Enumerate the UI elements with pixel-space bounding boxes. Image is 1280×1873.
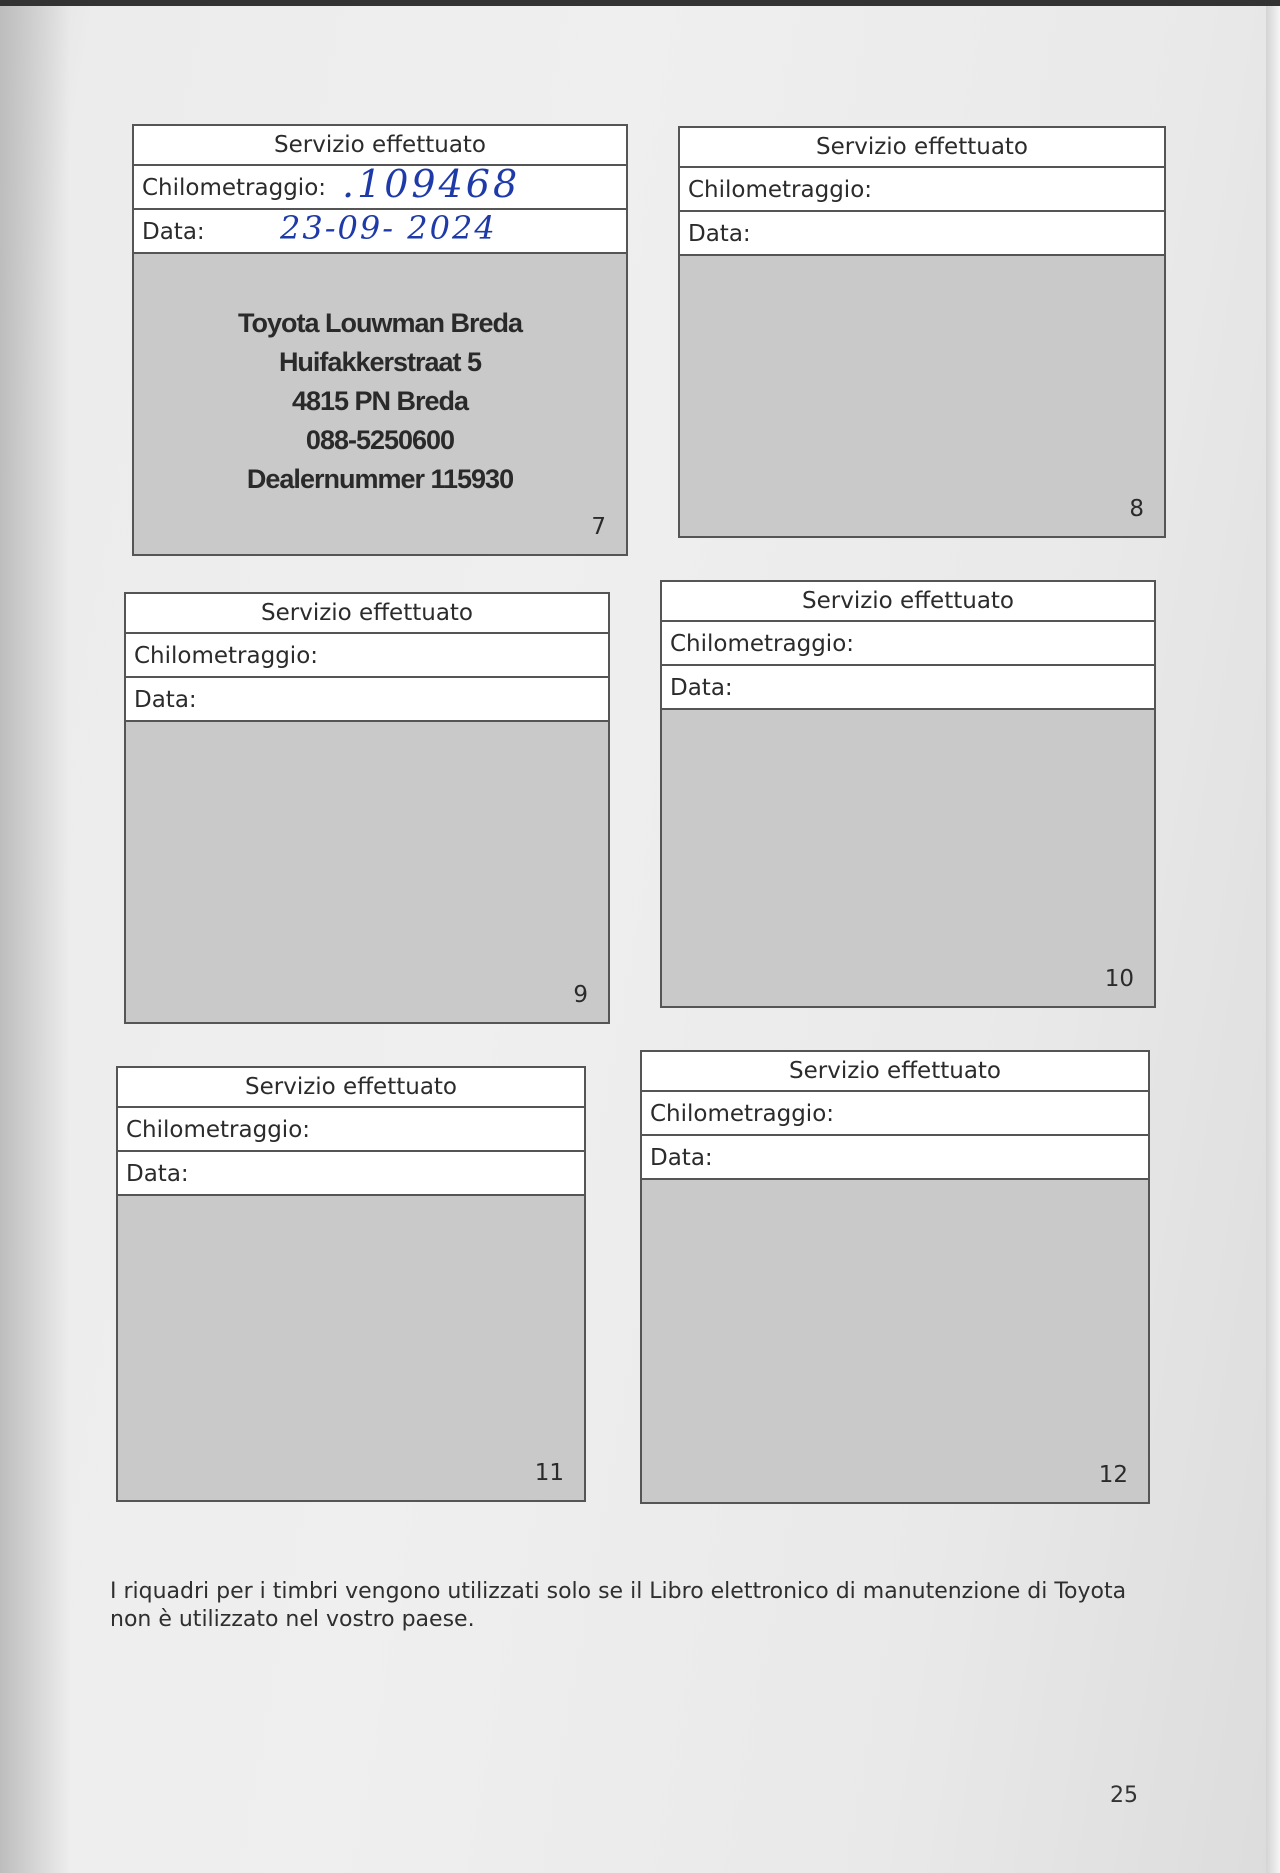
dealer-phone: 088-5250600 bbox=[305, 425, 455, 455]
service-box-8 bbox=[678, 126, 1166, 538]
footnote-line-2: non è utilizzato nel vostro paese. bbox=[110, 1607, 475, 1632]
dealer-city: 4815 PN Breda bbox=[291, 386, 469, 416]
footnote bbox=[110, 1578, 1130, 1634]
dealer-name: Toyota Louwman Breda bbox=[237, 308, 523, 338]
stamp-area bbox=[126, 722, 608, 1022]
date-row bbox=[126, 678, 608, 722]
service-box-7 bbox=[132, 124, 628, 556]
handwritten-mileage: .109468 bbox=[342, 162, 521, 206]
mileage-row bbox=[126, 634, 608, 678]
mileage-label: Chilometraggio: bbox=[142, 175, 327, 201]
page-edge bbox=[1266, 0, 1280, 1873]
mileage-row bbox=[118, 1108, 584, 1152]
page-top-edge bbox=[0, 0, 1280, 6]
date-label: Data: bbox=[142, 219, 205, 245]
mileage-label: Chilometraggio: bbox=[126, 1117, 311, 1143]
date-row bbox=[680, 212, 1164, 256]
service-box-title: Servizio effettuato bbox=[134, 126, 626, 166]
box-number: 11 bbox=[534, 1460, 564, 1486]
box-number: 7 bbox=[591, 514, 606, 540]
handwritten-date: 23-09- 2024 bbox=[280, 209, 497, 247]
dealer-number: Dealernummer 115930 bbox=[246, 464, 514, 494]
service-box-title: Servizio effettuato bbox=[642, 1052, 1148, 1092]
stamp-area bbox=[662, 710, 1154, 1006]
date-row bbox=[642, 1136, 1148, 1180]
mileage-row bbox=[680, 168, 1164, 212]
date-label: Data: bbox=[650, 1145, 713, 1171]
service-box-9 bbox=[124, 592, 610, 1024]
date-row bbox=[118, 1152, 584, 1196]
date-label: Data: bbox=[670, 675, 733, 701]
box-number: 9 bbox=[573, 982, 588, 1008]
mileage-label: Chilometraggio: bbox=[670, 631, 855, 657]
service-box-10 bbox=[660, 580, 1156, 1008]
mileage-row bbox=[662, 622, 1154, 666]
service-box-title: Servizio effettuato bbox=[126, 594, 608, 634]
mileage-label: Chilometraggio: bbox=[134, 643, 319, 669]
service-box-12 bbox=[640, 1050, 1150, 1504]
dealer-street: Huifakkerstraat 5 bbox=[278, 347, 482, 377]
date-row bbox=[134, 210, 626, 254]
box-number: 10 bbox=[1104, 966, 1134, 992]
mileage-label: Chilometraggio: bbox=[688, 177, 873, 203]
stamp-area bbox=[134, 254, 626, 554]
page-shadow bbox=[0, 0, 70, 1873]
mileage-row bbox=[642, 1092, 1148, 1136]
stamp-area bbox=[118, 1196, 584, 1500]
date-row bbox=[662, 666, 1154, 710]
service-box-title: Servizio effettuato bbox=[118, 1068, 584, 1108]
mileage-row bbox=[134, 162, 626, 210]
footnote-line-1: I riquadri per i timbri vengono utilizzati solo se il Libro elettronico di manutenzione di Toyota bbox=[110, 1579, 1127, 1604]
service-box-title: Servizio effettuato bbox=[662, 582, 1154, 622]
date-label: Data: bbox=[134, 687, 197, 713]
stamp-area bbox=[642, 1180, 1148, 1502]
stamp-area bbox=[680, 256, 1164, 536]
box-number: 12 bbox=[1098, 1462, 1128, 1488]
date-label: Data: bbox=[126, 1161, 189, 1187]
mileage-label: Chilometraggio: bbox=[650, 1101, 835, 1127]
date-label: Data: bbox=[688, 221, 751, 247]
service-box-title: Servizio effettuato bbox=[680, 128, 1164, 168]
page-number: 25 bbox=[1110, 1783, 1138, 1808]
dealer-stamp bbox=[174, 304, 586, 499]
service-box-11 bbox=[116, 1066, 586, 1502]
box-number: 8 bbox=[1129, 496, 1144, 522]
